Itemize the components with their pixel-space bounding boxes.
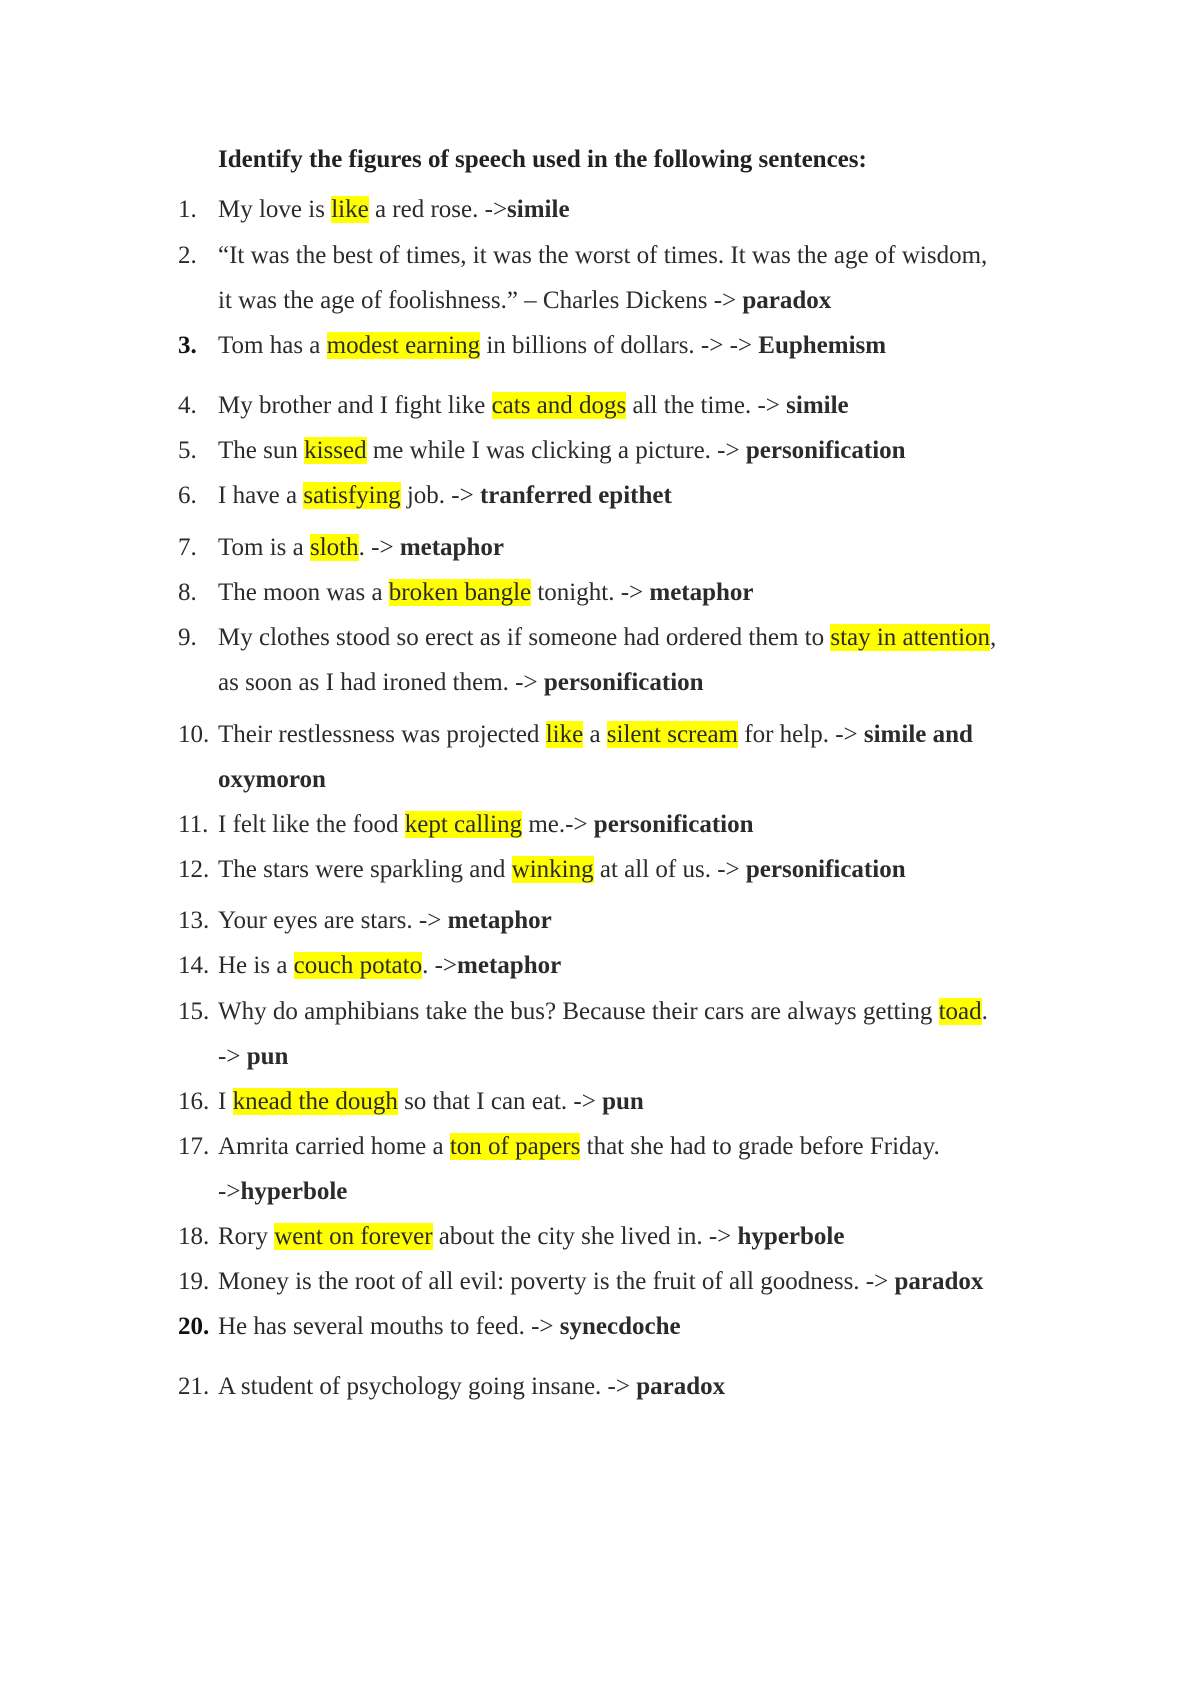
sentence-line (218, 532, 504, 564)
sentence-line (218, 330, 886, 362)
item-number: 15. (178, 998, 210, 1025)
item-number: 2. (178, 242, 197, 269)
answer-label: simile and (863, 721, 973, 748)
sentence-line (218, 240, 987, 272)
sentence-text: tonight. -> (531, 579, 650, 606)
highlighted-phrase: knead the dough (232, 1088, 398, 1115)
sentence-text: Amrita carried home a (218, 1133, 450, 1160)
answer-label: personification (543, 669, 704, 696)
sentence-text: me while I was clicking a picture. -> (366, 437, 746, 464)
sentence-text: . (981, 998, 988, 1025)
sentence-text: -> (218, 1178, 241, 1205)
item-number: 11. (178, 811, 209, 838)
sentence-text: as soon as I had ironed them. -> (218, 669, 544, 696)
answer-label: hyperbole (240, 1178, 348, 1205)
answer-label: personification (745, 856, 906, 883)
sentence-text: in billions of dollars. -> -> (480, 332, 759, 359)
sentence-line (218, 996, 988, 1028)
sentence-text: Rory (218, 1223, 275, 1250)
sentence-text: I felt like the food (218, 811, 405, 838)
sentence-text: job. -> (400, 482, 480, 509)
highlighted-phrase: stay in attention (830, 624, 991, 651)
sentence-line (218, 1221, 844, 1253)
sentence-line (218, 1041, 288, 1073)
sentence-text: so that I can eat. -> (397, 1088, 603, 1115)
sentence-text: My brother and I fight like (218, 392, 492, 419)
item-number: 12. (178, 856, 210, 883)
sentence-text: . -> (358, 534, 400, 561)
highlighted-phrase: toad (938, 998, 982, 1025)
sentence-text: Their restlessness was projected (218, 721, 546, 748)
highlighted-phrase: couch potato (293, 952, 423, 979)
answer-label: metaphor (447, 907, 552, 934)
highlighted-phrase: modest earning (326, 332, 481, 359)
answer-label: simile (786, 392, 849, 419)
sentence-line (218, 950, 561, 982)
item-number: 21. (178, 1373, 210, 1400)
sentence-line (218, 1311, 681, 1343)
sentence-text: a (583, 721, 607, 748)
sentence-text: that she had to grade before Friday. (580, 1133, 940, 1160)
sentence-line (218, 905, 552, 937)
item-number: 6. (178, 482, 197, 509)
sentence-text: My clothes stood so erect as if someone had ordered them to (218, 624, 831, 651)
sentence-line (218, 719, 973, 751)
answer-label: paradox (636, 1373, 726, 1400)
sentence-text: A student of psychology going insane. -> (218, 1373, 637, 1400)
item-number: 1. (178, 196, 197, 223)
answer-label: Euphemism (758, 332, 887, 359)
sentence-text: -> (218, 1043, 247, 1070)
highlighted-phrase: winking (511, 856, 594, 883)
item-number: 5. (178, 437, 197, 464)
answer-label: paradox (742, 287, 832, 314)
sentence-text: “It was the best of times, it was the worst of times. It was the age of wisdom, (218, 242, 988, 269)
sentence-text: , (990, 624, 997, 651)
sentence-text: me.-> (522, 811, 594, 838)
item-number: 9. (178, 624, 197, 651)
highlighted-phrase: satisfying (303, 482, 401, 509)
highlighted-phrase: broken bangle (388, 579, 532, 606)
sentence-line (218, 194, 570, 226)
item-number: 4. (178, 392, 197, 419)
answer-label: synecdoche (559, 1313, 681, 1340)
item-number: 14. (178, 952, 210, 979)
answer-label: metaphor (649, 579, 754, 606)
sentence-line (218, 390, 849, 422)
highlighted-phrase: cats and dogs (491, 392, 627, 419)
page-title: Identify the figures of speech used in the following sentences: (218, 146, 867, 173)
item-number: 17. (178, 1133, 210, 1160)
answer-label: tranferred epithet (479, 482, 672, 509)
answer-label: pun (246, 1043, 289, 1070)
sentence-line (218, 435, 906, 467)
answer-label: hyperbole (737, 1223, 845, 1250)
answer-label: metaphor (399, 534, 504, 561)
sentence-line (218, 1371, 725, 1403)
sentence-text: He has several mouths to feed. -> (218, 1313, 560, 1340)
sentence-text: at all of us. -> (593, 856, 746, 883)
sentence-text: Money is the root of all evil: poverty is the fruit of all goodness. -> (218, 1268, 895, 1295)
answer-label: personification (593, 811, 754, 838)
sentence-text: The stars were sparkling and (218, 856, 512, 883)
sentence-text: The sun (218, 437, 305, 464)
item-number: 10. (178, 721, 210, 748)
item-number: 3. (178, 332, 197, 359)
sentence-text: it was the age of foolishness.” – Charles Dickens -> (218, 287, 743, 314)
item-number: 7. (178, 534, 197, 561)
sentence-line (218, 809, 754, 841)
sentence-line (218, 1176, 347, 1208)
highlighted-phrase: like (331, 196, 369, 223)
sentence-line (218, 854, 906, 886)
sentence-text: Tom has a (218, 332, 327, 359)
answer-label: paradox (894, 1268, 984, 1295)
highlighted-phrase: kept calling (404, 811, 523, 838)
answer-label: personification (745, 437, 906, 464)
item-number: 16. (178, 1088, 210, 1115)
sentence-text: . -> (422, 952, 458, 979)
highlighted-phrase: like (545, 721, 584, 748)
sentence-line (218, 285, 831, 317)
sentence-text: My love is (218, 196, 332, 223)
item-number: 13. (178, 907, 210, 934)
sentence-text: for help. -> (738, 721, 864, 748)
sentence-line (218, 577, 754, 609)
item-number: 19. (178, 1268, 210, 1295)
sentence-text: I (218, 1088, 233, 1115)
highlighted-phrase: went on forever (274, 1223, 433, 1250)
highlighted-phrase: ton of papers (449, 1133, 581, 1160)
sentence-text: The moon was a (218, 579, 389, 606)
sentence-text: He is a (218, 952, 294, 979)
highlighted-phrase: silent scream (606, 721, 738, 748)
sentence-text: Why do amphibians take the bus? Because their cars are always getting (218, 998, 939, 1025)
item-number: 8. (178, 579, 197, 606)
sentence-line (218, 764, 326, 796)
highlighted-phrase: kissed (304, 437, 367, 464)
answer-label: oxymoron (218, 766, 326, 793)
sentence-line (218, 1086, 644, 1118)
sentence-text: a red rose. -> (368, 196, 508, 223)
sentence-line (218, 622, 996, 654)
answer-label: simile (507, 196, 570, 223)
answer-label: pun (602, 1088, 644, 1115)
sentence-line (218, 667, 704, 699)
sentence-text: all the time. -> (626, 392, 787, 419)
item-number: 18. (178, 1223, 210, 1250)
sentence-line (218, 480, 672, 512)
sentence-text: I have a (218, 482, 304, 509)
sentence-line (218, 1266, 983, 1298)
sentence-text: Your eyes are stars. -> (218, 907, 448, 934)
answer-label: metaphor (457, 952, 562, 979)
sentence-text: Tom is a (218, 534, 310, 561)
sentence-line (218, 1131, 940, 1163)
sentence-text: about the city she lived in. -> (432, 1223, 738, 1250)
item-number: 20. (178, 1313, 210, 1340)
highlighted-phrase: sloth (310, 534, 359, 561)
